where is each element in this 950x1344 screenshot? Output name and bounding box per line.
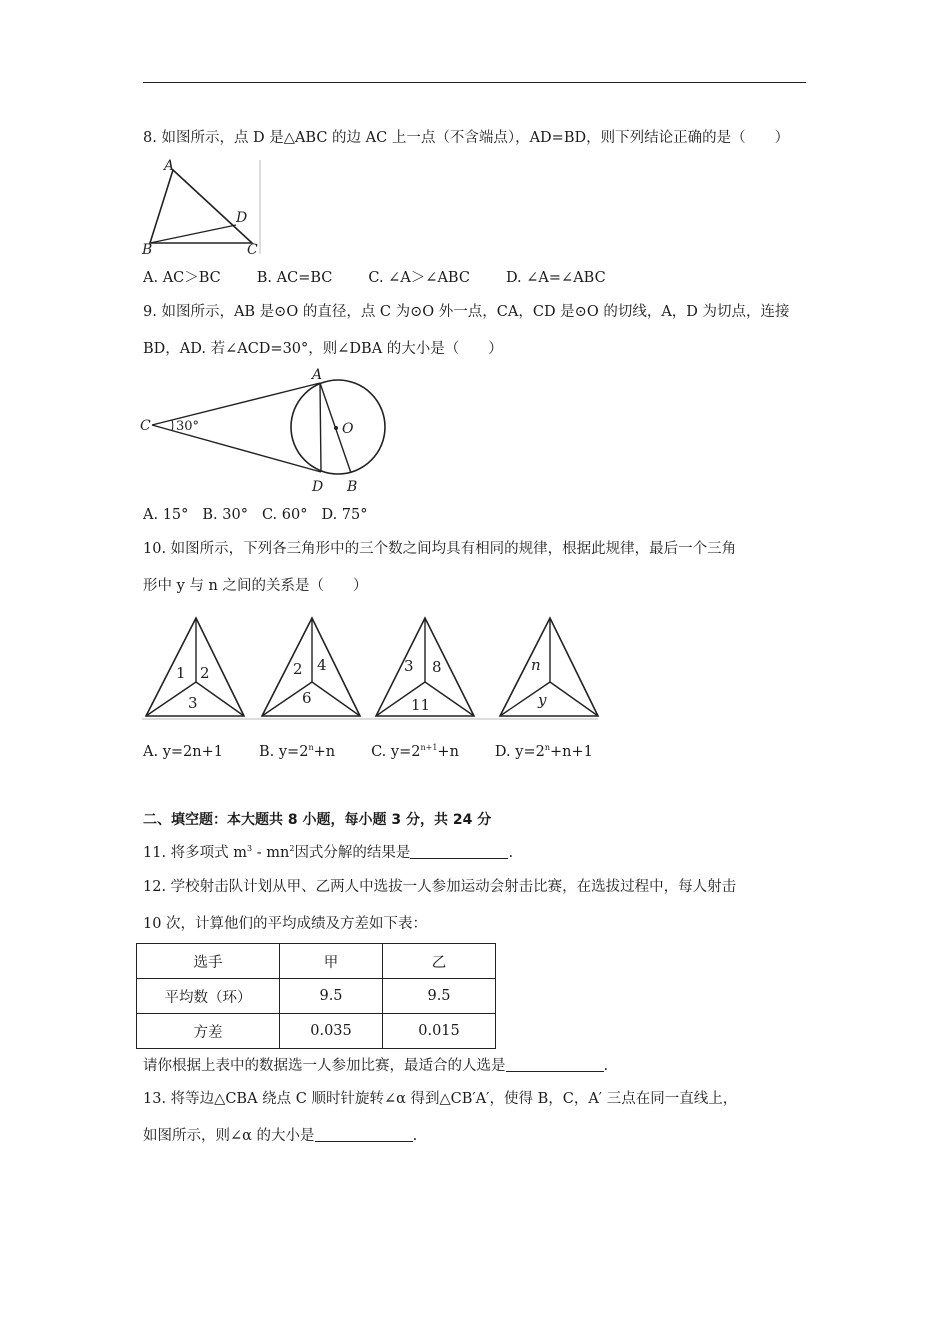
q10-t1-bottom: 3 bbox=[188, 694, 198, 712]
table-header-cell: 乙 bbox=[383, 944, 496, 979]
q12-after-line: 请你根据上表中的数据选一人参加比赛，最适合的人选是 . bbox=[143, 1058, 609, 1074]
table-row bbox=[137, 1014, 496, 1049]
q10-t1-right: 2 bbox=[200, 664, 210, 682]
q12-score-table bbox=[136, 943, 496, 1049]
q10-t1-left: 1 bbox=[176, 664, 186, 682]
q13-stem-line2: 如图所示，则∠α 的大小是 . bbox=[143, 1128, 418, 1144]
q9-label-o: O bbox=[342, 421, 354, 437]
q9-stem-line2: BD，AD. 若∠ACD=30°，则∠DBA 的大小是（ ） bbox=[143, 341, 503, 357]
q8-options bbox=[143, 268, 606, 288]
q10-triangle-4 bbox=[500, 618, 598, 716]
q10-stem-line1: 10. 如图所示，下列各三角形中的三个数之间均具有相同的规律，根据此规律，最后一个三角 bbox=[143, 541, 737, 557]
q9-circle-figure bbox=[140, 365, 390, 495]
q10-options bbox=[143, 742, 593, 762]
q10-t2-bottom: 6 bbox=[302, 689, 312, 707]
q10-triangle-1 bbox=[146, 618, 244, 716]
table-header-cell: 选手 bbox=[137, 944, 280, 979]
q8-option-b[interactable]: B. AC=BC bbox=[256, 270, 333, 286]
q10-t2-left: 2 bbox=[293, 660, 303, 678]
q10-t3-left: 3 bbox=[404, 657, 414, 675]
q9-option-c[interactable]: C. 60° bbox=[261, 507, 308, 523]
q10-triangles-figure bbox=[140, 612, 600, 722]
q11-answer-blank[interactable] bbox=[410, 844, 508, 859]
q8-label-b: B bbox=[142, 242, 153, 256]
q11-stem: 11. 将多项式 $m^3 - mn^2$因式分解的结果是 . bbox=[143, 844, 514, 861]
table-cell: 9.5 bbox=[383, 979, 496, 1014]
q9-label-b: B bbox=[347, 479, 358, 495]
q10-t2-right: 4 bbox=[317, 656, 327, 674]
q13-answer-blank[interactable] bbox=[315, 1127, 413, 1142]
q10-option-c[interactable]: C. $y=2^{n+1}+n$ bbox=[371, 743, 459, 760]
q8-stem: 8. 如图所示，点 D 是△ABC 的边 AC 上一点（不含端点），AD=BD，则下列结论正确的是（ ） bbox=[143, 130, 790, 146]
q10-t3-right: 8 bbox=[432, 658, 442, 676]
q9-label-c: C bbox=[140, 418, 151, 434]
q10-option-d[interactable]: D. $y=2^n+n+1$ bbox=[494, 743, 593, 760]
q10-t4-bottom: y bbox=[538, 691, 547, 709]
q9-option-a[interactable]: A. 15° bbox=[143, 507, 189, 523]
table-cell: 0.035 bbox=[280, 1014, 383, 1049]
q9-label-angle: 30° bbox=[176, 419, 200, 434]
table-cell: 9.5 bbox=[280, 979, 383, 1014]
q8-label-d: D bbox=[236, 210, 248, 226]
q10-triangle-3 bbox=[376, 618, 474, 716]
table-row bbox=[137, 979, 496, 1014]
q9-options bbox=[143, 505, 368, 525]
q8-label-a: A bbox=[164, 158, 175, 174]
q10-t4-left: n bbox=[531, 656, 541, 674]
q8-triangle-figure bbox=[142, 158, 264, 256]
q12-stem-line1: 12. 学校射击队计划从甲、乙两人中选拔一人参加运动会射击比赛，在选拔过程中，每人射击 bbox=[143, 879, 737, 895]
section2-heading: 二、填空题：本大题共 8 小题，每小题 3 分，共 24 分 bbox=[143, 812, 492, 828]
table-cell: 0.015 bbox=[383, 1014, 496, 1049]
q13-stem-line1: 13. 将等边△CBA 绕点 C 顺时针旋转∠α 得到△CB′A′，使得 B，C，A′ 三点在同一直线上， bbox=[143, 1091, 738, 1107]
q8-option-a[interactable]: A. AC＞BC bbox=[143, 270, 221, 286]
q8-option-c[interactable]: C. ∠A＞∠ABC bbox=[368, 270, 470, 286]
table-cell: 平均数（环） bbox=[137, 979, 280, 1014]
q12-stem-line2: 10 次，计算他们的平均成绩及方差如下表： bbox=[143, 916, 428, 932]
q9-option-d[interactable]: D. 75° bbox=[321, 507, 368, 523]
q8-option-d[interactable]: D. ∠A=∠ABC bbox=[505, 270, 606, 286]
q10-option-a[interactable]: A. y=2n+1 bbox=[143, 744, 223, 760]
q10-t3-bottom: 11 bbox=[411, 696, 431, 714]
q12-answer-blank[interactable] bbox=[506, 1057, 604, 1072]
table-cell: 方差 bbox=[137, 1014, 280, 1049]
q9-option-b[interactable]: B. 30° bbox=[202, 507, 248, 523]
q9-stem-line1: 9. 如图所示，AB 是⊙O 的直径，点 C 为⊙O 外一点，CA，CD 是⊙O 的切线，A，D 为切点，连接 bbox=[143, 304, 790, 320]
q9-label-d: D bbox=[312, 479, 324, 495]
q8-label-c: C bbox=[247, 242, 258, 256]
table-header-row bbox=[137, 944, 496, 979]
q9-label-a: A bbox=[312, 367, 323, 383]
table-header-cell: 甲 bbox=[280, 944, 383, 979]
q10-stem-line2: 形中 y 与 n 之间的关系是（ ） bbox=[143, 578, 368, 594]
q10-triangle-2 bbox=[262, 618, 360, 716]
header-rule bbox=[143, 82, 806, 83]
q10-option-b[interactable]: B. $y=2^n+n$ bbox=[258, 743, 336, 760]
